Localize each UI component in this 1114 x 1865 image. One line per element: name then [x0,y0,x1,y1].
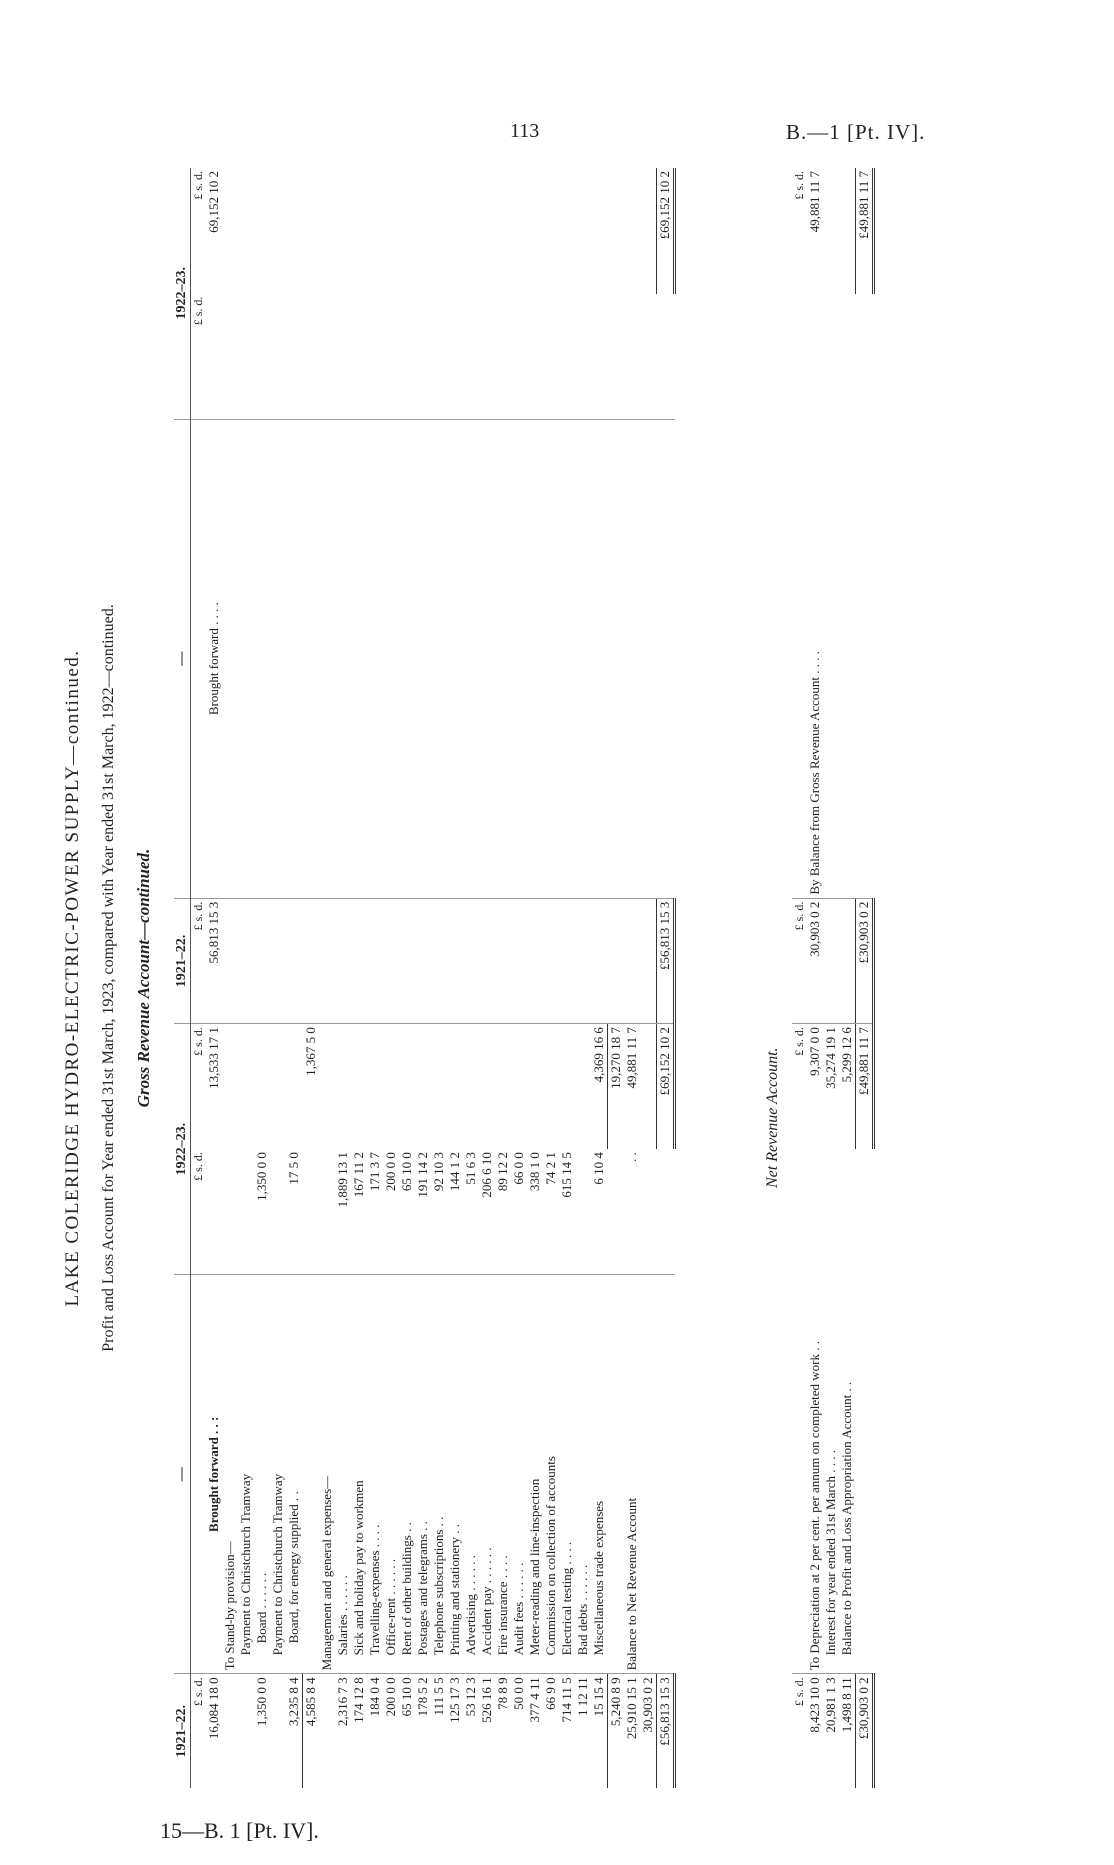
gross-debit-row [495,168,511,1788]
gross-debit-description: Office-rent . . . . . . [383,1275,399,1674]
gross-debit-description: Fire insurance . . . . [495,1275,511,1674]
gross-debit-description: Brought forward . . : [206,1275,222,1674]
gross-debit-inner-amount: 92 10 3 [431,1149,447,1274]
gross-debit-inner-amount [303,1149,320,1274]
gross-debit-inner-amount: 51 6 3 [463,1149,479,1274]
gross-credit-cur-total: £69,152 10 2 [657,168,675,294]
gross-debit-description: Management and general expenses— [319,1275,335,1674]
gross-debit-description: Travelling-expenses . . . . [367,1275,383,1674]
gross-debit-inner-amount: 171 3 7 [367,1149,383,1274]
gross-debit-prev-amount: 53 12 3 [463,1677,478,1717]
net-row [807,168,823,1788]
gross-debit-amount [559,1024,575,1149]
gross-debit-description: Bad debts . . . . . . [575,1275,591,1674]
gross-debit-prev-amount: 1 12 11 [575,1677,590,1716]
gross-debit-inner-amount: 74 2 1 [543,1149,559,1274]
gross-debit-prev-amount: 125 17 3 [447,1677,462,1723]
gross-credit-prev-total: £56,813 15 3 [657,898,675,1023]
gross-debit-amount [495,1024,511,1149]
gross-debit-inner-amount [206,1149,222,1274]
gross-debit-amount [254,1024,270,1149]
gross-debit-prev-amount: 1,350 0 0 [254,1677,269,1727]
gross-credit-description: Brought forward . . . . [206,419,222,898]
gross-debit-prev-amount: 2,316 7 3 [335,1677,350,1727]
unit-label: £ s. d. [792,898,807,1023]
gross-debit-row [463,168,479,1788]
gross-debit-amount [399,1024,415,1149]
gross-debit-row [335,168,351,1788]
gross-debit-inner-amount: 191 14 2 [415,1149,431,1274]
gross-debit-row [527,168,543,1788]
gross-debit-amount: 19,270 18 7 [608,1024,625,1149]
gross-debit-row [543,168,559,1788]
gross-debit-amount [479,1024,495,1149]
gross-debit-inner-amount: 167 11 2 [351,1149,367,1274]
gross-debit-row [303,168,320,1788]
gross-debit-description [640,1275,657,1674]
gross-debit-row [431,168,447,1788]
gross-debit-prev-amount: 377 4 11 [527,1677,542,1723]
gross-debit-amount: 1,367 5 0 [302,1027,318,1076]
net-debit-prev: 8,423 10 0 [807,1677,822,1733]
gross-debit-row [640,168,657,1788]
gross-debit-prev-amount: 174 12 8 [351,1677,366,1723]
gross-debit-inner-amount [270,1149,286,1274]
gross-debit-inner-amount: 6 10 4 [591,1149,608,1274]
gross-debit-prev-amount: 184 0 4 [367,1677,382,1717]
unit-label: £ s. d. [191,294,207,419]
gross-debit-description: Miscellaneous trade expenses [591,1275,608,1674]
gross-debit-prev-amount: 66 9 0 [543,1677,558,1710]
gross-debit-description [303,1275,320,1674]
gross-debit-inner-amount: 144 1 2 [447,1149,463,1274]
gross-credit-inner-amount [206,294,222,419]
gross-debit-row [286,168,303,1788]
gross-debit-prev-amount: 200 0 0 [383,1677,398,1717]
gross-debit-row [447,168,463,1788]
gross-credit-amount: 69,152 10 2 [206,171,221,233]
gross-debit-prev-amount: 50 0 0 [511,1677,526,1710]
net-debit-cur: 5,299 12 6 [839,1027,854,1083]
gross-debit-inner-amount: 65 10 0 [399,1149,415,1274]
gross-debit-amount: 4,369 16 6 [591,1027,606,1083]
gross-debit-prev-amount: 178 5 2 [415,1677,430,1717]
gross-debit-amount [383,1024,399,1149]
net-debit-prev-total: £30,903 0 2 [856,1674,874,1788]
page-number: 113 [510,120,540,142]
gross-debit-description: Board, for energy supplied . . [286,1275,303,1674]
gross-debit-amount [238,1024,254,1149]
gross-debit-prev-amount: 16,084 18 0 [206,1677,221,1740]
gross-debit-amount [367,1024,383,1149]
gross-revenue-table [174,168,676,1788]
header-dash-right: — [174,419,191,898]
gross-debit-inner-amount: . . [624,1149,640,1274]
header-1922-right: 1922–23. [174,168,191,419]
gross-debit-description: To Stand-by provision— [222,1275,238,1674]
gross-debit-row [351,168,367,1788]
gross-debit-inner-amount: 17 5 0 [286,1149,303,1274]
net-credit-desc: By Balance from Gross Revenue Account . . . . [807,419,823,898]
unit-label: £ s. d. [792,171,806,200]
gross-debit-prev-amount: 78 8 9 [495,1677,510,1710]
gross-debit-inner-amount: 66 0 0 [511,1149,527,1274]
gross-debit-amount [463,1024,479,1149]
gross-debit-description: Salaries . . . . . . [335,1275,351,1674]
gross-debit-prev-amount [319,1674,335,1788]
net-debit-desc: Interest for year ended 31st March . . . . [823,1149,839,1674]
gross-debit-prev-amount: 111 5 5 [431,1677,446,1716]
gross-debit-amount: 49,881 11 7 [624,1027,639,1089]
gross-debit-inner-amount: 206 6 10 [479,1149,495,1274]
gross-debit-inner-amount [222,1149,238,1274]
gross-debit-row [624,168,640,1788]
gross-debit-prev-amount: 4,585 8 4 [303,1674,320,1788]
gross-debit-row [367,168,383,1788]
gross-debit-prev-amount: 526 16 1 [479,1677,494,1723]
gross-debit-prev-total: £56,813 15 3 [657,1674,675,1788]
gross-debit-amount [286,1024,303,1149]
net-credit-prev-total: £30,903 0 2 [856,898,874,1023]
net-row [839,168,856,1788]
gross-debit-inner-amount: 338 1 0 [527,1149,543,1274]
net-debit-cur: 35,274 19 1 [823,1027,838,1089]
gross-debit-description [608,1275,625,1674]
gross-debit-prev-amount [270,1674,286,1788]
gross-debit-description: Commission on collection of accounts [543,1275,559,1674]
header-dash-left: — [174,1275,191,1674]
gross-debit-row [238,168,254,1788]
rotated-document [62,168,1042,1788]
net-credit-prev: 30,903 0 2 [807,898,823,1023]
gross-debit-row [270,168,286,1788]
gross-debit-amount [270,1024,286,1149]
gross-debit-description: Payment to Christchurch Tramway [270,1275,286,1674]
net-row [823,168,839,1788]
gross-debit-inner-amount: 615 14 5 [559,1149,575,1274]
gross-debit-prev-amount [222,1674,238,1788]
gross-debit-amount [511,1024,527,1149]
gross-debit-amount [543,1024,559,1149]
net-debit-cur: 9,307 0 0 [807,1027,822,1076]
gross-debit-prev-amount: 30,903 0 2 [640,1677,655,1733]
gross-debit-amount [351,1024,367,1149]
gross-debit-description: Board . . . . . . [254,1275,270,1674]
document-subtitle: Profit and Loss Account for Year ended 31st March, 1923, compared with Year ended 31st March, 1922—continued. [100,604,117,1352]
gross-debit-description: Advertising . . . . . . [463,1275,479,1674]
net-revenue-table [792,168,875,1788]
gross-debit-description: Telephone subscriptions . . [431,1275,447,1674]
net-debit-cur-total: £49,881 11 7 [856,1024,874,1149]
gross-debit-inner-amount: 89 12 2 [495,1149,511,1274]
header-1921-left: 1921–22. [174,1674,191,1788]
gross-debit-prev-amount: 714 11 5 [559,1677,574,1723]
gross-debit-amount [447,1024,463,1149]
gross-debit-prev-amount: 5,240 8 9 [608,1674,625,1788]
unit-label: £ s. d. [191,1677,205,1707]
gross-debit-row [575,168,591,1788]
unit-label: £ s. d. [191,1027,205,1056]
gross-credit-prev-amount: 56,813 15 3 [206,898,222,1023]
gross-debit-description: Postages and telegrams . . [415,1275,431,1674]
gross-debit-row [399,168,415,1788]
gross-debit-prev-amount: 25,910 15 1 [624,1677,639,1740]
gross-debit-description: Rent of other buildings . . [399,1275,415,1674]
gross-debit-amount [640,1024,657,1149]
unit-label: £ s. d. [191,1149,207,1274]
gross-debit-row [608,168,625,1788]
gross-debit-description: Payment to Christchurch Tramway [238,1275,254,1674]
gross-debit-description: Balance to Net Revenue Account [624,1275,640,1674]
gross-debit-inner-amount [575,1149,591,1274]
gross-debit-row [319,168,335,1788]
gross-debit-description: Accident pay . . . . . . [479,1275,495,1674]
gross-debit-amount [335,1024,351,1149]
gross-debit-inner-amount: 200 0 0 [383,1149,399,1274]
gross-debit-amount [319,1024,335,1149]
gross-debit-amount [222,1024,238,1149]
net-debit-desc: To Depreciation at 2 per cent. per annum on completed work . . [807,1149,823,1674]
gross-debit-prev-amount: 3,235 8 4 [286,1677,301,1727]
gross-debit-row [383,168,399,1788]
gross-debit-prev-amount: 15 15 4 [591,1677,606,1717]
gross-debit-description: Sick and holiday pay to workmen [351,1275,367,1674]
footer-reference: 15—B. 1 [Pt. IV]. [160,1818,319,1843]
gross-debit-row [254,168,270,1788]
gross-debit-row [222,168,238,1788]
unit-label: £ s. d. [191,171,205,200]
gross-debit-inner-amount [608,1149,625,1274]
header-1921-right: 1921–22. [174,898,191,1023]
gross-debit-row [415,168,431,1788]
gross-debit-inner-amount [238,1149,254,1274]
gross-debit-row [479,168,495,1788]
unit-label: £ s. d. [792,1677,806,1707]
header-1922-left: 1922–23. [174,1024,191,1275]
gross-debit-inner-amount: 1,889 13 1 [335,1149,351,1274]
net-debit-prev: 20,981 1 3 [823,1677,838,1733]
gross-debit-amount [415,1024,431,1149]
net-debit-prev: 1,498 8 11 [839,1677,854,1733]
net-revenue-title: Net Revenue Account. [764,1047,781,1188]
gross-debit-inner-amount [640,1149,657,1274]
gross-debit-amount [575,1024,591,1149]
gross-debit-description: Electrical testing . . . . [559,1275,575,1674]
gross-debit-amount [431,1024,447,1149]
page-reference: B.—1 [Pt. IV]. [786,120,926,144]
gross-debit-prev-amount [238,1674,254,1788]
gross-debit-amount: 13,533 17 1 [206,1027,221,1089]
gross-debit-description: Meter-reading and line-inspection [527,1275,543,1674]
gross-debit-cur-total: £69,152 10 2 [657,1024,675,1149]
gross-debit-row [511,168,527,1788]
gross-debit-amount [527,1024,543,1149]
gross-revenue-title: Gross Revenue Account—continued. [134,848,153,1108]
document-title: LAKE COLERIDGE HYDRO-ELECTRIC-POWER SUPPLY—continued. [62,649,83,1307]
net-credit-cur-total: £49,881 11 7 [856,168,874,294]
unit-label: £ s. d. [191,898,207,1023]
gross-debit-description: Audit fees . . . . . . [511,1275,527,1674]
gross-debit-row [206,168,222,1788]
unit-label: £ s. d. [792,1027,806,1056]
gross-debit-row [559,168,575,1788]
net-credit-cur: 49,881 11 7 [807,171,822,233]
gross-debit-description: Printing and stationery . . [447,1275,463,1674]
gross-debit-inner-amount [319,1149,335,1274]
gross-debit-prev-amount: 65 10 0 [399,1677,414,1717]
gross-debit-inner-amount: 1,350 0 0 [254,1149,270,1274]
net-debit-desc: Balance to Profit and Loss Appropriation Account . . [839,1149,856,1674]
gross-debit-row [591,168,608,1788]
